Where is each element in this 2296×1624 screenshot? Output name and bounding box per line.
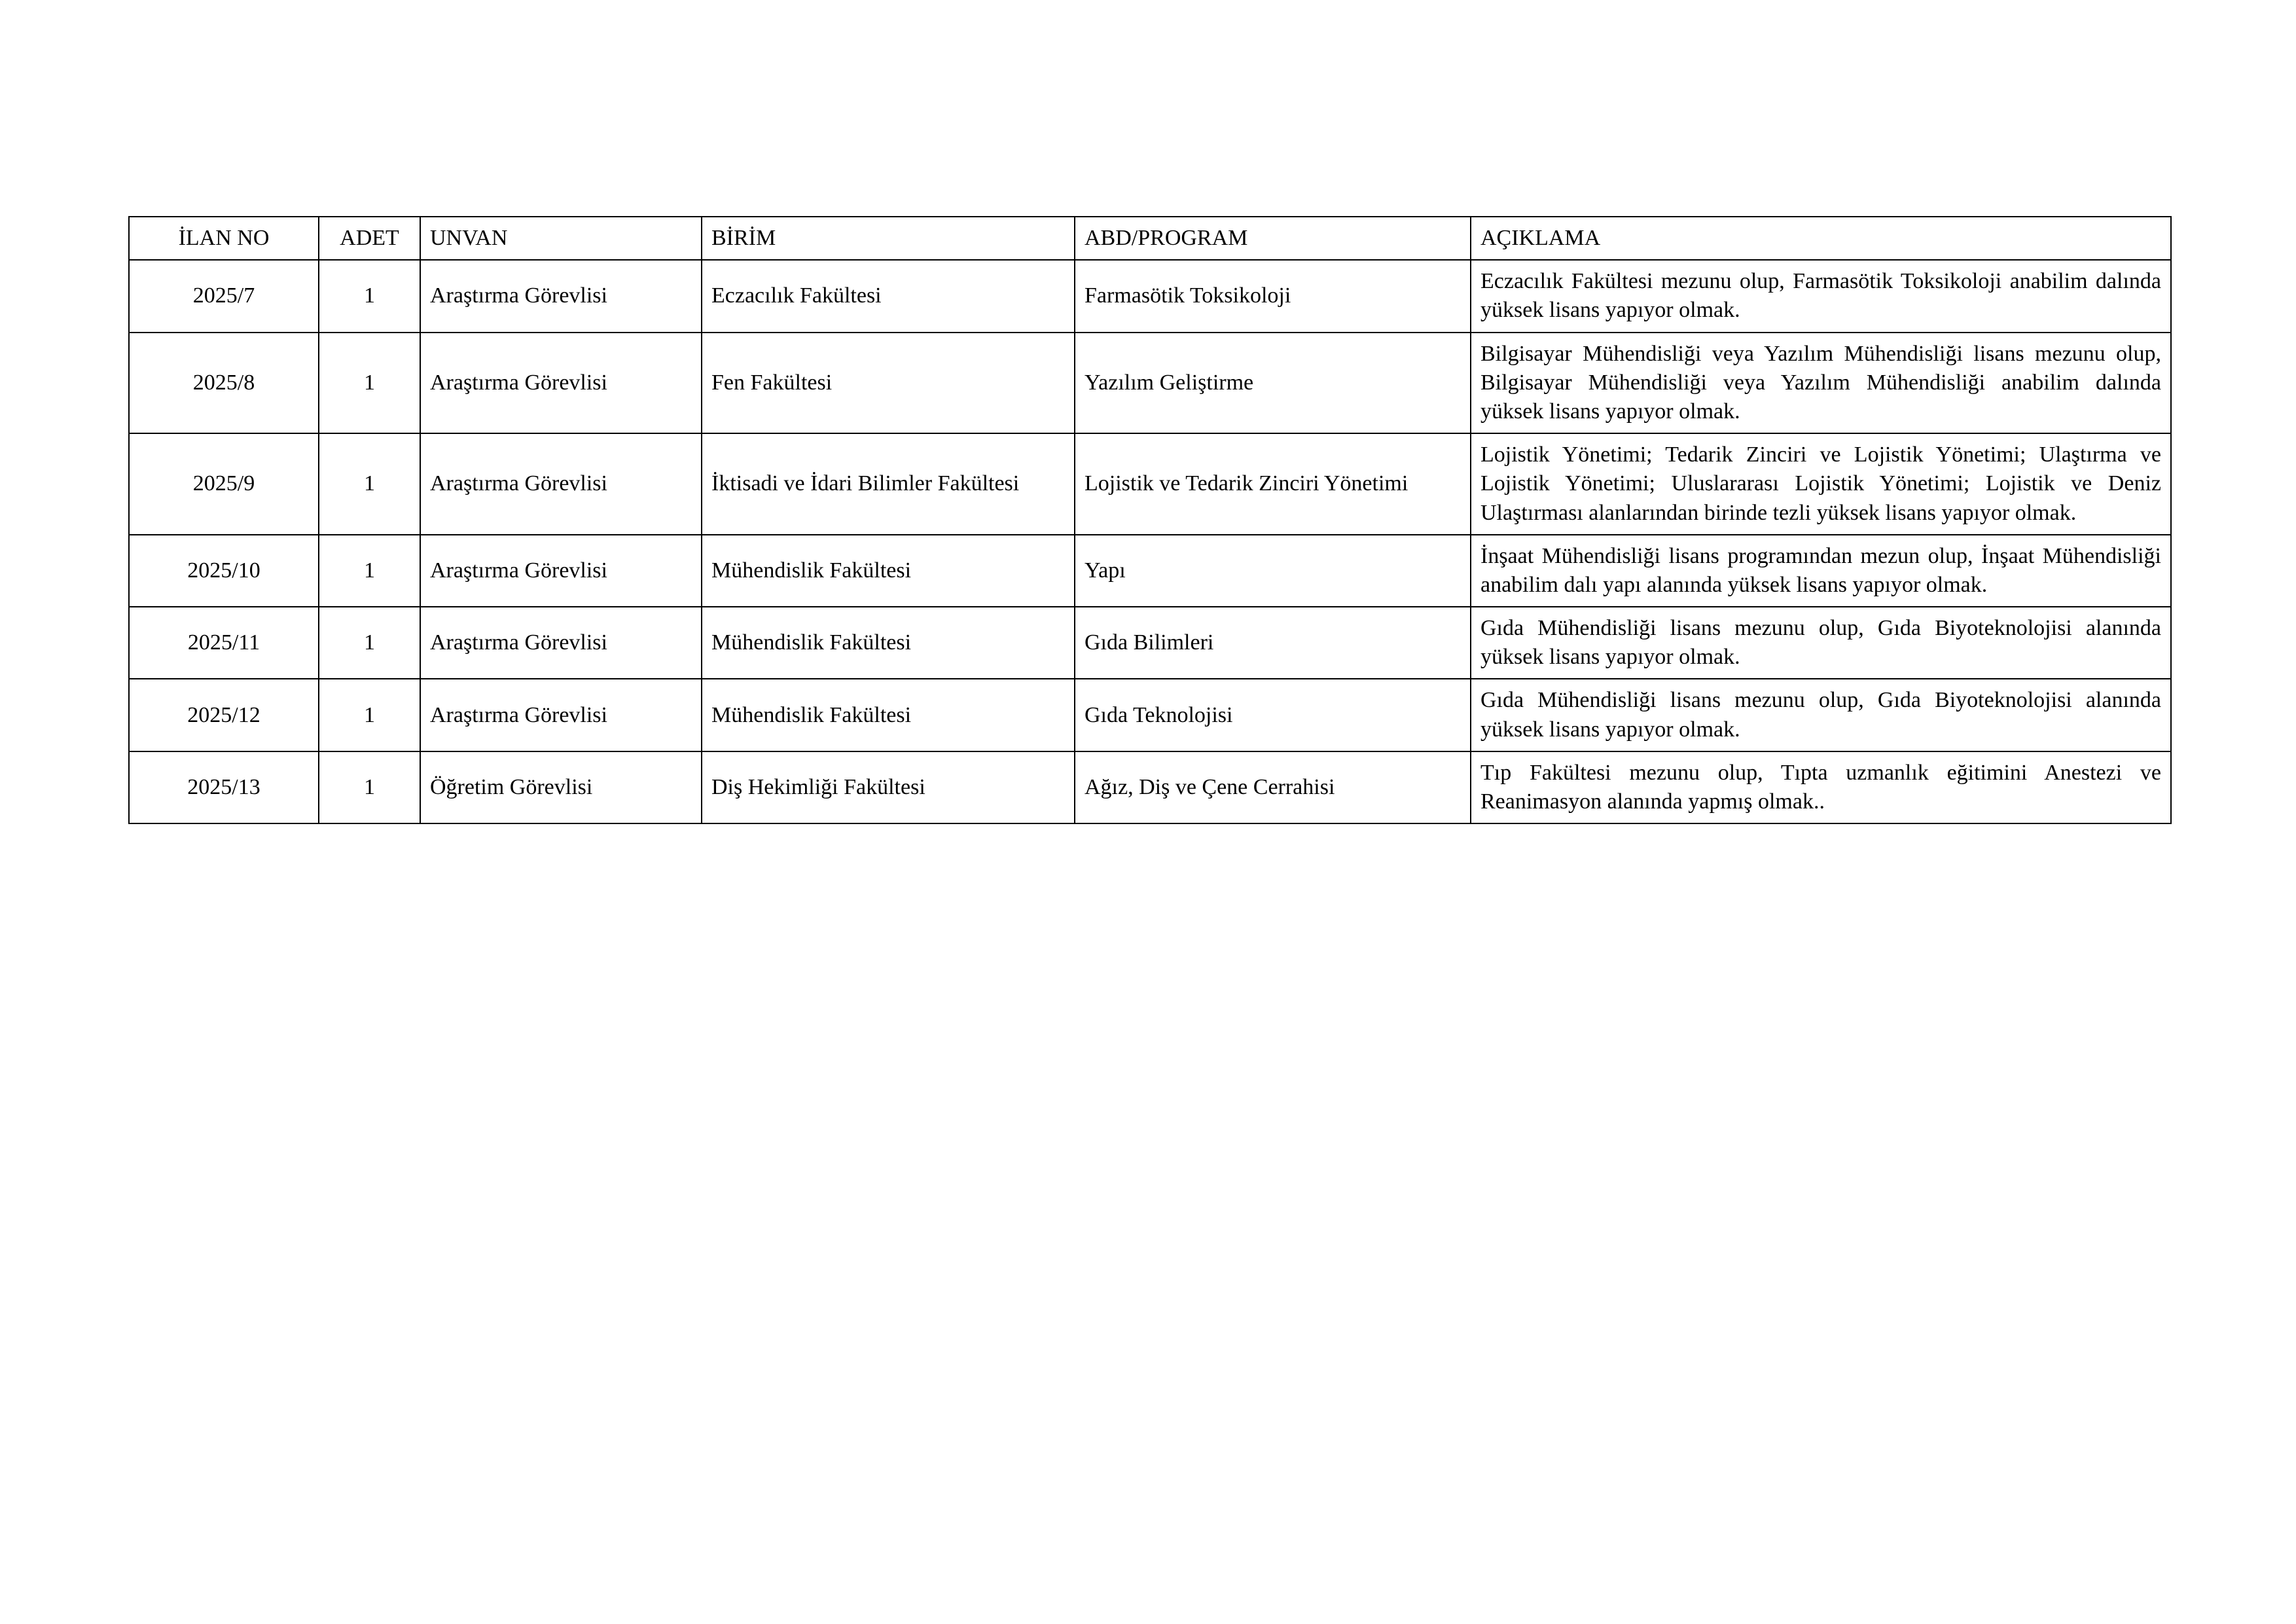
cell-ilan-no: 2025/7 (129, 260, 319, 332)
cell-adet: 1 (319, 433, 420, 535)
column-header-adet: ADET (319, 217, 420, 260)
cell-ilan-no: 2025/8 (129, 333, 319, 434)
cell-ilan-no: 2025/10 (129, 535, 319, 607)
column-header-birim: BİRİM (702, 217, 1075, 260)
cell-unvan: Araştırma Görevlisi (420, 333, 702, 434)
column-header-abd-program: ABD/PROGRAM (1075, 217, 1471, 260)
table-row (129, 333, 2171, 434)
cell-birim: Diş Hekimliği Fakültesi (702, 751, 1075, 823)
table-header (129, 217, 2171, 260)
table-row (129, 535, 2171, 607)
cell-ilan-no: 2025/9 (129, 433, 319, 535)
cell-adet: 1 (319, 535, 420, 607)
cell-unvan: Öğretim Görevlisi (420, 751, 702, 823)
cell-ilan-no: 2025/12 (129, 679, 319, 751)
announcement-table (128, 216, 2172, 824)
cell-birim: Mühendislik Fakültesi (702, 679, 1075, 751)
cell-aciklama: Gıda Mühendisliği lisans mezunu olup, Gıda Biyoteknolojisi alanında yüksek lisans yapıyor olmak. (1471, 679, 2171, 751)
table-header-row (129, 217, 2171, 260)
table-row (129, 260, 2171, 332)
table-row (129, 433, 2171, 535)
cell-abd-program: Farmasötik Toksikoloji (1075, 260, 1471, 332)
cell-adet: 1 (319, 679, 420, 751)
table-body (129, 260, 2171, 823)
cell-abd-program: Gıda Bilimleri (1075, 607, 1471, 679)
cell-birim: İktisadi ve İdari Bilimler Fakültesi (702, 433, 1075, 535)
cell-abd-program: Gıda Teknolojisi (1075, 679, 1471, 751)
cell-abd-program: Ağız, Diş ve Çene Cerrahisi (1075, 751, 1471, 823)
cell-aciklama: Eczacılık Fakültesi mezunu olup, Farmasötik Toksikoloji anabilim dalında yüksek lisans yapıyor olmak. (1471, 260, 2171, 332)
cell-aciklama: Tıp Fakültesi mezunu olup, Tıpta uzmanlık eğitimini Anestezi ve Reanimasyon alanında yapmış olmak.. (1471, 751, 2171, 823)
cell-unvan: Araştırma Görevlisi (420, 607, 702, 679)
cell-abd-program: Yapı (1075, 535, 1471, 607)
cell-abd-program: Lojistik ve Tedarik Zinciri Yönetimi (1075, 433, 1471, 535)
column-header-ilan-no: İLAN NO (129, 217, 319, 260)
cell-aciklama: Gıda Mühendisliği lisans mezunu olup, Gıda Biyoteknolojisi alanında yüksek lisans yapıyor olmak. (1471, 607, 2171, 679)
cell-aciklama: Lojistik Yönetimi; Tedarik Zinciri ve Lojistik Yönetimi; Ulaştırma ve Lojistik Yönetimi; Uluslararası Lojistik Yönetimi; Lojistik ve Deniz Ulaştırması alanlarından birinde tezli yüksek lisans yapıyor olmak. (1471, 433, 2171, 535)
cell-ilan-no: 2025/13 (129, 751, 319, 823)
cell-abd-program: Yazılım Geliştirme (1075, 333, 1471, 434)
table-row (129, 607, 2171, 679)
table-row (129, 679, 2171, 751)
cell-adet: 1 (319, 751, 420, 823)
column-header-aciklama: AÇIKLAMA (1471, 217, 2171, 260)
cell-unvan: Araştırma Görevlisi (420, 260, 702, 332)
cell-unvan: Araştırma Görevlisi (420, 433, 702, 535)
cell-adet: 1 (319, 260, 420, 332)
cell-birim: Eczacılık Fakültesi (702, 260, 1075, 332)
column-header-unvan: UNVAN (420, 217, 702, 260)
cell-adet: 1 (319, 607, 420, 679)
cell-birim: Fen Fakültesi (702, 333, 1075, 434)
cell-aciklama: İnşaat Mühendisliği lisans programından mezun olup, İnşaat Mühendisliği anabilim dalı yapı alanında yüksek lisans yapıyor olmak. (1471, 535, 2171, 607)
cell-unvan: Araştırma Görevlisi (420, 679, 702, 751)
cell-aciklama: Bilgisayar Mühendisliği veya Yazılım Mühendisliği lisans mezunu olup, Bilgisayar Mühendisliği veya Yazılım Mühendisliği anabilim dalında yüksek lisans yapıyor olmak. (1471, 333, 2171, 434)
cell-unvan: Araştırma Görevlisi (420, 535, 702, 607)
cell-ilan-no: 2025/11 (129, 607, 319, 679)
cell-adet: 1 (319, 333, 420, 434)
cell-birim: Mühendislik Fakültesi (702, 607, 1075, 679)
cell-birim: Mühendislik Fakültesi (702, 535, 1075, 607)
table-row (129, 751, 2171, 823)
announcement-table-container (128, 216, 2170, 824)
